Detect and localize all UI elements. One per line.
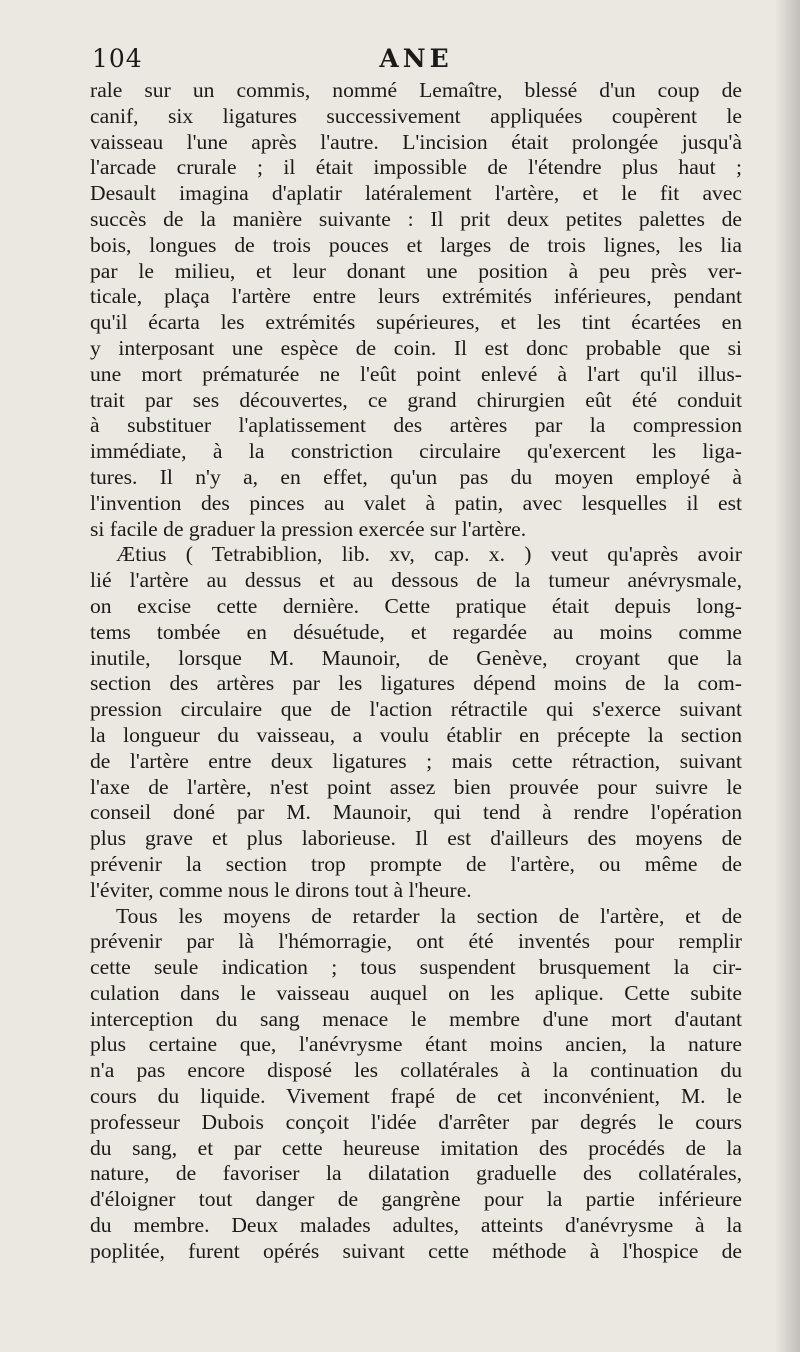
- text-line: la longueur du vaisseau, a voulu établir en précepte la section: [90, 722, 742, 747]
- text-line: prévenir la section trop prompte de l'artère, ou même de: [90, 851, 742, 876]
- paragraph: [90, 542, 742, 903]
- page-gutter-shadow: [774, 0, 800, 1352]
- page-number: 104: [92, 44, 143, 73]
- text-line: tems tombée en désuétude, et regardée au moins comme: [90, 619, 742, 644]
- text-line: canif, six ligatures successivement appliquées coupèrent le: [90, 103, 742, 128]
- running-head: ANE: [379, 44, 453, 73]
- text-line: du sang, et par cette heureuse imitation des procédés de la: [90, 1135, 742, 1160]
- text-line: conseil doné par M. Maunoir, qui tend à rendre l'opération: [90, 800, 742, 825]
- text-line: inutile, lorsque M. Maunoir, de Genève, croyant que la: [90, 645, 742, 670]
- text-line: une mort prématurée ne l'eût point enlevé à l'art qu'il illus-: [90, 361, 742, 386]
- text-line: immédiate, à la constriction circulaire qu'exercent les liga-: [90, 439, 742, 464]
- text-line: plus certaine que, l'anévrysme étant moins ancien, la nature: [90, 1032, 742, 1057]
- text-line: plus grave et plus laborieuse. Il est d'ailleurs des moyens de: [90, 826, 742, 851]
- text-line: cours du liquide. Vivement frapé de cet inconvénient, M. le: [90, 1084, 742, 1109]
- text-line: professeur Dubois conçoit l'idée d'arrêter par degrés le cours: [90, 1109, 742, 1134]
- text-line: pression circulaire que de l'action rétractile qui s'exerce suivant: [90, 697, 742, 722]
- text-line: ticale, plaça l'artère entre leurs extrémités inférieures, pendant: [90, 284, 742, 309]
- paragraph: [90, 904, 742, 1265]
- text-line: qu'il écarta les extrémités supérieures, et les tint écartées en: [90, 310, 742, 335]
- text-line: tures. Il n'y a, en effet, qu'un pas du moyen employé à: [90, 464, 742, 489]
- body-text: [90, 78, 742, 1265]
- page-header: [92, 44, 740, 78]
- text-line: si facile de graduer la pression exercée sur l'artère.: [90, 516, 527, 541]
- text-line: Desault imagina d'aplatir latéralement l'artère, et le fit avec: [90, 181, 742, 206]
- text-line: y interposant une espèce de coin. Il est donc probable que si: [90, 335, 742, 360]
- text-line: trait par ses découvertes, ce grand chirurgien eût été conduit: [90, 387, 742, 412]
- text-line: section des artères par les ligatures dépend moins de la com-: [90, 671, 742, 696]
- text-line: Ætius ( Tetrabiblion, lib. xv, cap. x. ) veut qu'après avoir: [116, 542, 742, 567]
- text-line: à substituer l'aplatissement des artères par la compression: [90, 413, 742, 438]
- text-line: rale sur un commis, nommé Lemaître, blessé d'un coup de: [90, 78, 742, 102]
- text-line: lié l'artère au dessus et au dessous de la tumeur anévrysmale,: [90, 568, 742, 593]
- text-line: vaisseau l'une après l'autre. L'incision était prolongée jusqu'à: [90, 129, 742, 154]
- text-line: cette seule indication ; tous suspendent brusquement la cir-: [90, 955, 742, 980]
- text-line: poplitée, furent opérés suivant cette méthode à l'hospice de: [90, 1238, 742, 1263]
- text-line: interception du sang menace le membre d'une mort d'autant: [90, 1006, 742, 1031]
- text-line: culation dans le vaisseau auquel on les aplique. Cette subite: [90, 980, 742, 1005]
- text-line: Tous les moyens de retarder la section de l'artère, et de: [116, 903, 742, 928]
- text-line: du membre. Deux malades adultes, atteints d'anévrysme à la: [90, 1213, 742, 1238]
- text-line: par le milieu, et leur donant une position à peu près ver-: [90, 258, 742, 283]
- text-line: succès de la manière suivante : Il prit deux petites palettes de: [90, 206, 742, 231]
- text-line: bois, longues de trois pouces et larges de trois lignes, les lia: [90, 232, 742, 257]
- text-line: l'arcade crurale ; il était impossible de l'étendre plus haut ;: [90, 155, 742, 180]
- text-line: n'a pas encore disposé les collatérales à la continuation du: [90, 1058, 742, 1083]
- text-line: de l'artère entre deux ligatures ; mais cette rétraction, suivant: [90, 748, 742, 773]
- text-line: d'éloigner tout danger de gangrène pour la partie inférieure: [90, 1187, 742, 1212]
- text-line: prévenir par là l'hémorragie, ont été inventés pour remplir: [90, 929, 742, 954]
- text-line: on excise cette dernière. Cette pratique était depuis long-: [90, 593, 742, 618]
- text-line: nature, de favoriser la dilatation graduelle des collatérales,: [90, 1161, 742, 1186]
- text-line: l'invention des pinces au valet à patin, avec lesquelles il est: [90, 490, 742, 515]
- text-line: l'axe de l'artère, n'est point assez bien prouvée pour suivre le: [90, 774, 742, 799]
- text-line: l'éviter, comme nous le dirons tout à l'heure.: [90, 877, 472, 902]
- paragraph: [90, 78, 742, 542]
